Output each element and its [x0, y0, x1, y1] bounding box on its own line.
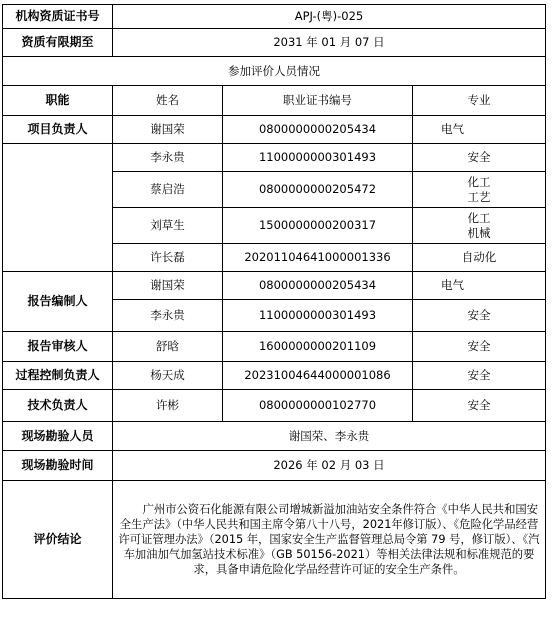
- table-row: [3, 272, 546, 300]
- site-survey-time-row: [3, 451, 546, 481]
- table-row: [3, 390, 546, 422]
- column-header-row: [3, 86, 546, 116]
- role-members: [3, 144, 113, 272]
- table-row: [3, 116, 546, 144]
- major-line: 安全: [467, 308, 491, 322]
- section-title-row: [3, 57, 546, 86]
- major-line: 工艺: [467, 189, 491, 204]
- major: [413, 300, 546, 332]
- cert-number: 1600000000201109: [223, 332, 413, 362]
- cert-number-label: 机构资质证书号: [3, 5, 113, 29]
- cert-number-value: APJ-(粤)-025: [113, 5, 546, 29]
- column-header-cert: 职业证书编号: [223, 86, 413, 116]
- role-report-reviewer: 报告审核人: [3, 332, 113, 362]
- column-header-name: 姓名: [113, 86, 223, 116]
- major-line: 自动化: [461, 250, 497, 264]
- cert-number: 0800000000102770: [223, 390, 413, 422]
- site-survey-time-label: 现场勘验时间: [3, 451, 113, 481]
- cert-number: 0800000000205472: [223, 172, 413, 208]
- role-project-lead: 项目负责人: [3, 116, 113, 144]
- role-report-writer: 报告编制人: [3, 272, 113, 332]
- person-name: 蔡启浩: [113, 172, 223, 208]
- major-line: 电气: [441, 278, 464, 292]
- site-survey-time-value: 2026 年 02 月 03 日: [113, 451, 546, 481]
- person-name: 许彬: [113, 390, 223, 422]
- site-survey-people-value: 谢国荣、李永贵: [113, 422, 546, 451]
- column-header-role: 职能: [3, 86, 113, 116]
- major-line: 化工: [467, 174, 491, 189]
- column-header-major: 专业: [413, 86, 546, 116]
- major-line: 安全: [467, 398, 491, 412]
- table-row: [3, 332, 546, 362]
- table-row: [3, 144, 546, 172]
- major: [413, 390, 546, 422]
- cert-number: 1500000000200317: [223, 208, 413, 244]
- role-process-control: 过程控制负责人: [3, 362, 113, 390]
- person-name: 舒晗: [113, 332, 223, 362]
- major: [413, 172, 546, 208]
- person-name: 许长磊: [113, 244, 223, 272]
- section-title: 参加评价人员情况: [3, 57, 546, 86]
- person-name: 李永贵: [113, 300, 223, 332]
- major: [413, 332, 546, 362]
- cert-number: 0800000000205434: [223, 116, 413, 144]
- cert-number: 0800000000205434: [223, 272, 413, 300]
- validity-value: 2031 年 01 月 07 日: [113, 29, 546, 57]
- cert-number-row: [3, 5, 546, 29]
- major: [413, 244, 546, 272]
- cert-number: 20201104641000001336: [223, 244, 413, 272]
- person-name: 刘草生: [113, 208, 223, 244]
- conclusion-text: 广州市公资石化能源有限公司增城新溢加油站安全条件符合《中华人民共和国安全生产法》（中华人民共和国主席令第八十八号，2021年修订版）、《危险化学品经营许可证管理办法》（2015 年，国家安全生产监督管理总局令第 79 号，修订版）、《汽车加油加气加氢站技术标准》（GB 50156-2021）等相关法律法规和标准规范的要求，具备申请危险化学品经营许可证的安全生产条件。: [113, 481, 546, 599]
- person-name: 谢国荣: [113, 116, 223, 144]
- major-line: 化工: [467, 210, 491, 225]
- validity-label: 资质有限期至: [3, 29, 113, 57]
- site-survey-people-row: [3, 422, 546, 451]
- major-line: 安全: [467, 368, 491, 382]
- major: [413, 362, 546, 390]
- person-name: 李永贵: [113, 144, 223, 172]
- cert-number: 20231004644000001086: [223, 362, 413, 390]
- major: [413, 272, 546, 300]
- major-line: 安全: [467, 150, 491, 164]
- major: [413, 144, 546, 172]
- major-line: 电气: [441, 122, 464, 136]
- major-line: 安全: [467, 339, 491, 353]
- person-name: 杨天成: [113, 362, 223, 390]
- role-tech-lead: 技术负责人: [3, 390, 113, 422]
- table-row: [3, 362, 546, 390]
- major: [413, 116, 546, 144]
- site-survey-people-label: 现场勘验人员: [3, 422, 113, 451]
- cert-number: 1100000000301493: [223, 144, 413, 172]
- evaluation-personnel-table: [2, 4, 546, 599]
- cert-number: 1100000000301493: [223, 300, 413, 332]
- validity-row: [3, 29, 546, 57]
- major: [413, 208, 546, 244]
- major-line: 机械: [467, 225, 491, 240]
- conclusion-row: [3, 481, 546, 599]
- conclusion-label: 评价结论: [3, 481, 113, 599]
- person-name: 谢国荣: [113, 272, 223, 300]
